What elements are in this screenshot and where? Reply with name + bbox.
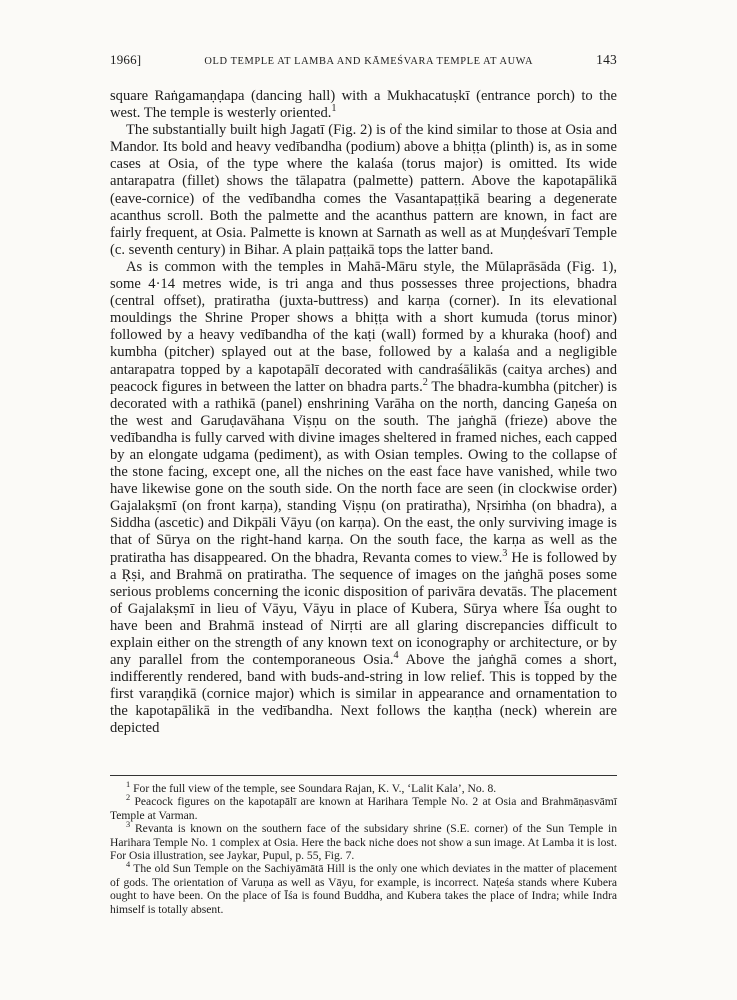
footnote-1 — [110, 782, 617, 795]
paragraph-2: The substantially built high Jagatī (Fig. 2) is of the kind similar to those at Osia and Mandor. Its bold and heavy vedībandha (podium) above a bhiṭṭa (plinth) is, as in some cases at Osia, of the type where the kalaśa (torus major) is omitted. Its wide antarapatra (fillet) shows the tālapatra (palmette) pattern. Above the kapotapālikā (eave-cornice) of the vedībandha comes the Vasantapaṭṭikā bearing a degenerate acanthus scroll. Both the palmette and the acanthus pattern are known, in fact are fairly frequent, at Osia. Palmette is known at Sarnath as well as at Muṇḍeśvarī Temple (c. seventh century) in Bihar. A plain paṭṭaikā tops the latter band. — [110, 122, 617, 258]
paragraph-1-text: square Raṅgamaṇḍapa (dancing hall) with a Mukhacatuṣkī (entrance porch) to the west. The temple is westerly oriented. — [110, 88, 617, 122]
footnote-3-number: 3 — [126, 820, 131, 830]
header-year: 1966] — [110, 52, 142, 67]
page-number: 143 — [596, 52, 617, 67]
footnotes — [110, 782, 617, 916]
footnote-ref-3[interactable]: 3 — [502, 547, 508, 559]
body-text — [110, 88, 617, 738]
footnote-4-text: The old Sun Temple on the Sachiyāmātā Hill is the only one which deviates in the matter of placement of gods. The orientation of Varuṇa as well as Vāyu, for example, is incorrect. Naṭeśa stands where Kubera ought to have been. On the place of Īśa is found Buddha, and Kubera takes the place of Indra; while Indra himself is totally absent. — [110, 862, 618, 916]
footnote-ref-4[interactable]: 4 — [393, 650, 399, 662]
paragraph-1 — [110, 88, 617, 122]
paragraph-3-text-c: He is followed by a Ṛṣi, and Brahmā on pratiratha. The sequence of images on the jaṅghā poses some serious problems concerning the iconic disposition of parivāra devatās. The placement of Gajalakṣmī in lieu of Vāyu, Vāyu in place of Kubera, Sūrya where Īśa ought to have been and Brahmā instead of Nirṛti are all glaring discrepancies difficult to explain either on the strength of any known text on iconography or architecture, or by any parallel from the contemporaneous Osia. — [110, 549, 617, 669]
header-running-title: OLD TEMPLE AT LAMBA AND KĀMEŚVARA TEMPLE AT AUWA — [204, 56, 534, 67]
running-header — [110, 52, 617, 68]
footnote-1-number: 1 — [126, 780, 131, 790]
paragraph-3-text-a: As is common with the temples in Mahā-Māru style, the Mūlaprāsāda (Fig. 1), some 4·14 metres wide, is tri anga and thus possesses three projections, bhadra (central offset), pratiratha (juxta-buttress) and karṇa (corner). In its elevational mouldings the Shrine Proper shows a bhiṭṭa with a short kumuda (torus minor) followed by a heavy vedībandha of the kaṭi (wall) formed by a khuraka (hoof) and kumbha (pitcher) splayed out at the base, followed by a kalaśa and a negligible antarapatra topped by a kapotapālī decorated with candraśālikās (caitya arches) and peacock figures in between the latter on bhadra parts. — [110, 258, 617, 395]
footnote-2-number: 2 — [126, 793, 131, 803]
paragraph-3-text-b: The bhadra-kumbha (pitcher) is decorated with a rathikā (panel) enshrining Varāha on the north, dancing Gaṇeśa on the west and Garuḍavāhana Viṣṇu on the south. The jaṅghā (frieze) above the vedībandha is fully carved with divine images sheltered in framed niches, each capped by an elongate udgama (pediment), as with Osian temples. Owing to the collapse of the stone facing, except one, all the niches on the east face have vanished, while two have likewise gone on the south side. On the north face are seen (in clockwise order) Gajalakṣmī (on front karṇa), standing Viṣṇu (on pratiratha), Nṛsiṁha (on bhadra), a Siddha (ascetic) and Dikpāli Vāyu (on karṇa). On the east, the only surviving image is that of Sūrya on the right-hand karṇa. On the south face, the karṇa as well as the pratiratha has disappeared. On the bhadra, Revanta comes to view. — [110, 378, 617, 566]
paragraph-3-text-d: Above the jaṅghā comes a short, indifferently rendered, band with buds-and-string in low relief. This is topped by the first varaṇḍikā (cornice major) which is similar in appearance and ornamentation to the kapotapālikā in the vedībandha. Next follows the kaṇṭha (neck) wherein are depicted — [110, 652, 617, 737]
footnote-ref-2[interactable]: 2 — [422, 376, 428, 388]
footnote-4 — [110, 862, 617, 916]
footnote-divider — [110, 775, 617, 776]
paragraph-3 — [110, 259, 617, 738]
footnote-4-number: 4 — [126, 860, 131, 870]
footnote-2-text: Peacock figures on the kapotapālī are known at Harihara Temple No. 2 at Osia and Brahmāṇasvāmī Temple at Varman. — [110, 795, 617, 822]
footnote-ref-1[interactable]: 1 — [331, 103, 337, 115]
footnote-3 — [110, 822, 617, 862]
footnote-2 — [110, 795, 617, 822]
footnote-3-text: Revanta is known on the southern face of the subsidary shrine (S.E. corner) of the Sun Temple in Harihara Temple No. 1 complex at Osia. Here the back niche does not show a sun image. At Lamba it is lost. For Osia illustration, see Jaykar, Pupul, p. 55, Fig. 7. — [110, 822, 617, 863]
footnote-1-text: For the full view of the temple, see Soundara Rajan, K. V., ‘Lalit Kala’, No. 8. — [133, 782, 497, 795]
